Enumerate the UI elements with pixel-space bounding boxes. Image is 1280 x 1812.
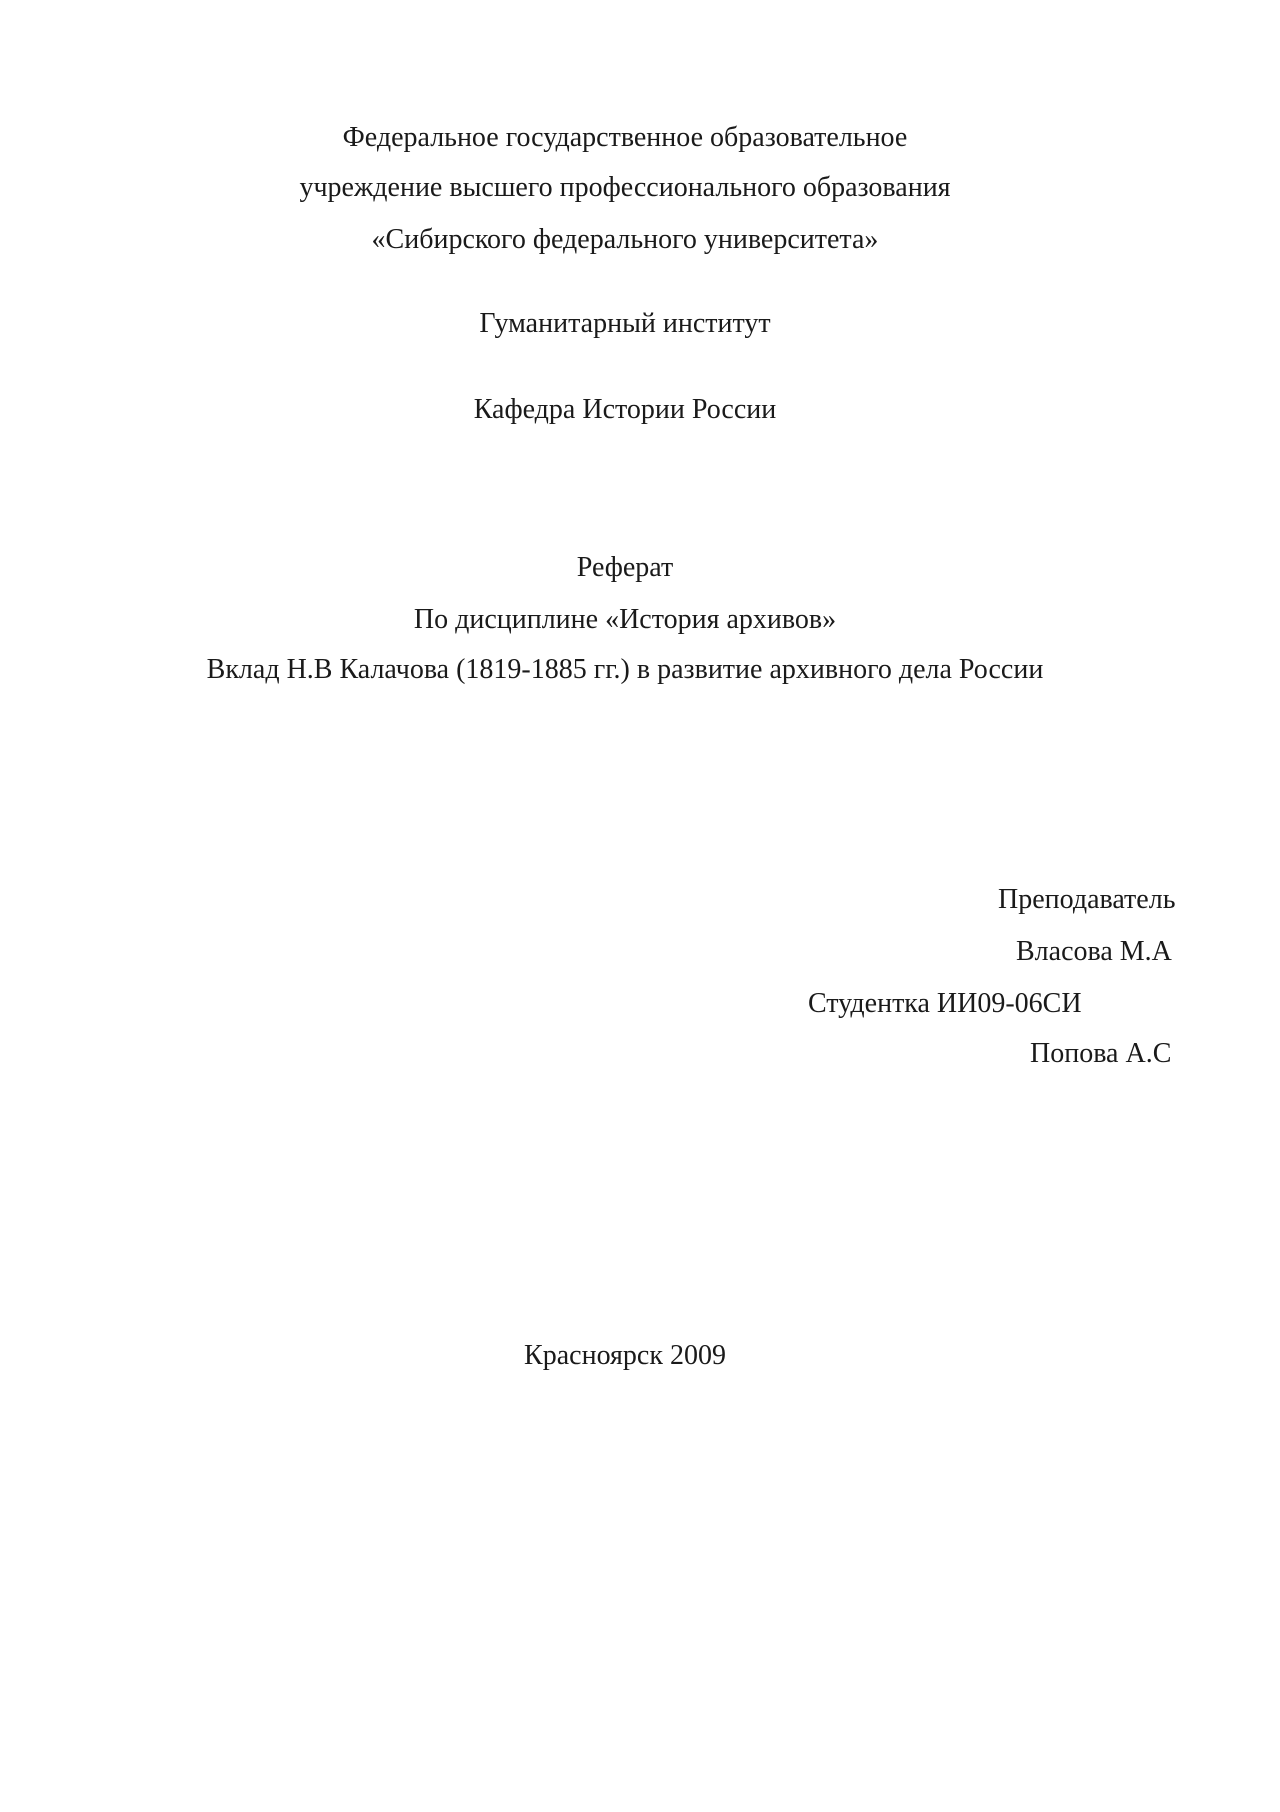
student-name: Попова А.С (1030, 1038, 1172, 1069)
work-discipline: По дисциплине «История архивов» (413, 604, 837, 635)
work-topic: Вклад Н.В Калачова (1819-1885 гг.) в развитие архивного дела России (206, 654, 1044, 685)
teacher-label: Преподаватель (998, 884, 1176, 915)
teacher-name: Власова М.А (1016, 936, 1172, 967)
header-line-1: Федеральное государственное образовательное (342, 122, 908, 153)
header-line-3: «Сибирского федерального университета» (371, 224, 879, 255)
header-line-2: учреждение высшего профессионального образования (299, 172, 951, 203)
department-name: Кафедра Истории России (473, 394, 777, 425)
city-year: Красноярск 2009 (524, 1340, 726, 1371)
student-label: Студентка ИИ09-06СИ (808, 988, 1082, 1019)
institute-name: Гуманитарный институт (479, 308, 771, 339)
work-type: Реферат (576, 552, 674, 583)
